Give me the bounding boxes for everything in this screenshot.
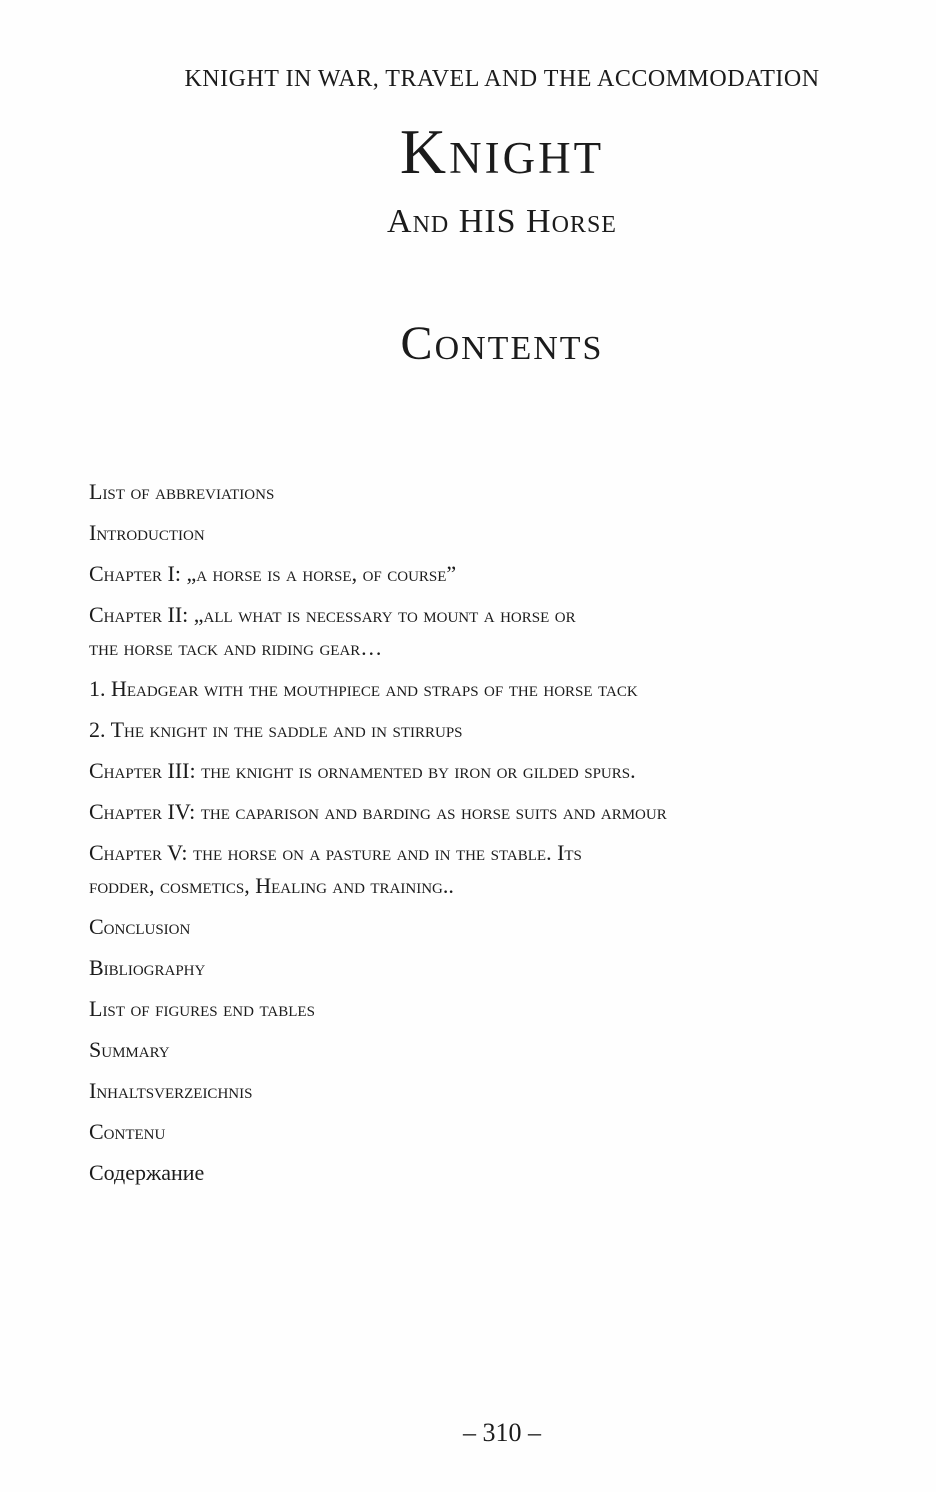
toc-entry: List of figures end tables — [89, 996, 315, 1021]
toc-entry: Chapter II: „all what is necessary to mount a horse or the horse tack and riding gear… — [89, 602, 576, 660]
toc-entry: Chapter III: the knight is ornamented by iron or gilded spurs. — [89, 758, 636, 783]
toc-entry: Chapter IV: the caparison and barding as horse suits and armour — [89, 799, 667, 824]
book-title: Knight — [399, 116, 605, 187]
toc-entry: Chapter I: „a horse is a horse, of course” — [89, 561, 457, 586]
toc-entry: 1. Headgear with the mouthpiece and straps of the horse tack — [89, 676, 638, 701]
book-subtitle: And HIS Horse — [387, 203, 617, 240]
toc-entry: Chapter V: the horse on a pasture and in the stable. Its fodder, cosmetics, Healing and training.. — [89, 840, 582, 898]
toc-entry: Содержание — [89, 1160, 205, 1185]
toc-entry: Conclusion — [89, 914, 191, 939]
series-title: KNIGHT IN WAR, TRAVEL AND THE ACCOMMODATION — [184, 66, 820, 92]
toc-entry: 2. The knight in the saddle and in stirrups — [89, 717, 463, 742]
toc-entry: Inhaltsverzeichnis — [89, 1078, 253, 1103]
toc-entry: List of abbreviations — [89, 479, 275, 504]
toc-entry: Contenu — [89, 1119, 166, 1144]
toc-entry: Introduction — [89, 520, 205, 545]
toc-entry: Bibliography — [89, 955, 206, 980]
contents-heading: Contents — [400, 317, 604, 370]
page-number: – 310 – — [463, 1418, 541, 1447]
toc-entry: Summary — [89, 1037, 170, 1062]
table-of-contents — [89, 475, 919, 1197]
